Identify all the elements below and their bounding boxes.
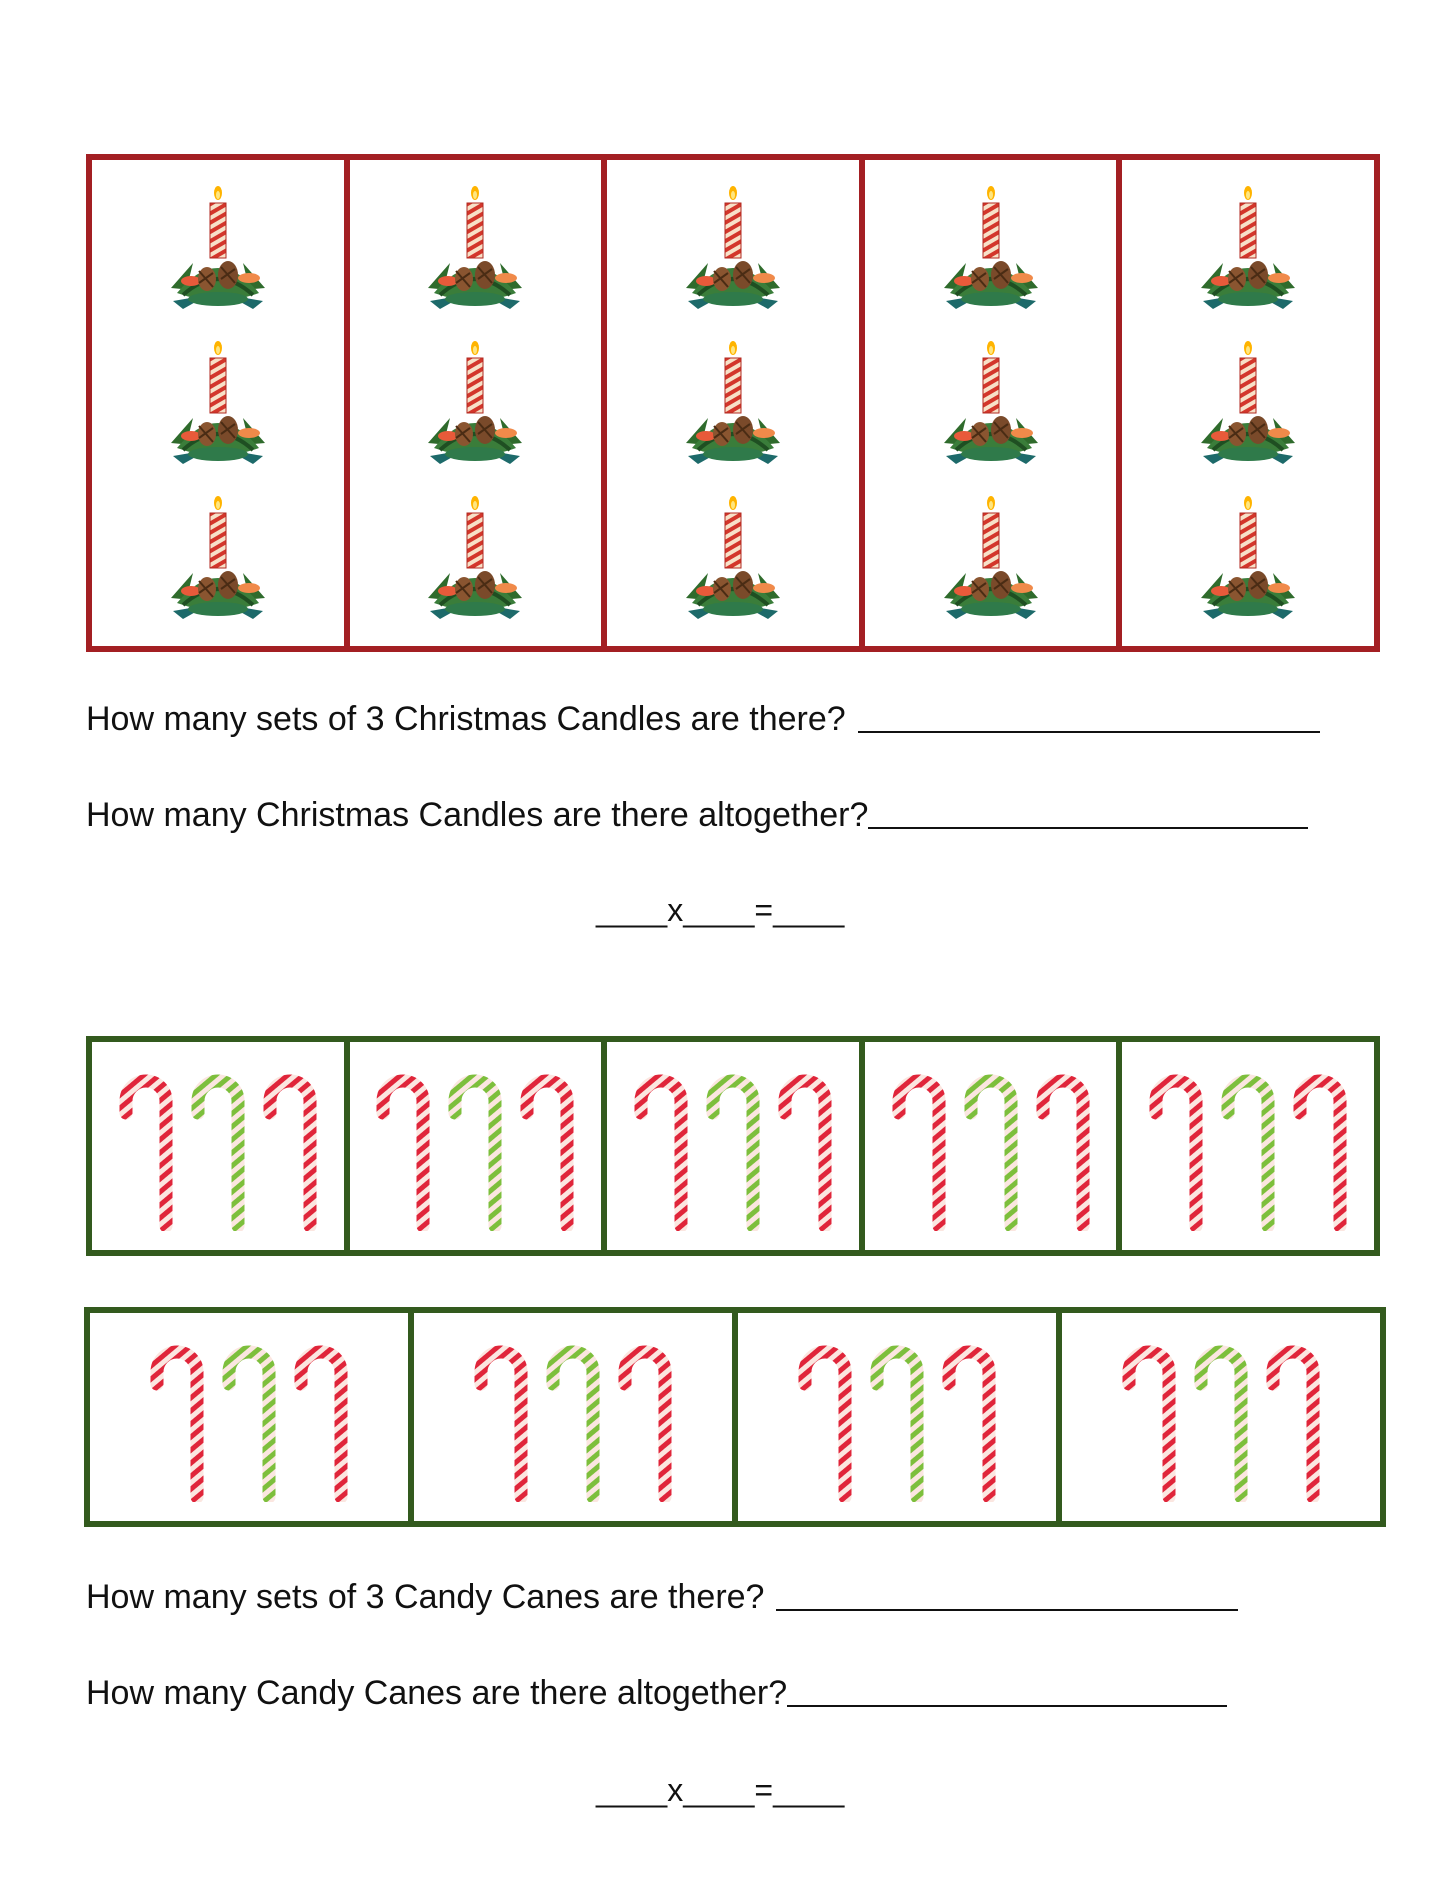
candy-cane-box [84,1307,414,1527]
candy-cane-group [607,1042,859,1250]
candy-cane-box [1056,1307,1386,1527]
candy-cane-group [865,1042,1117,1250]
question-cane-total-text: How many Candy Canes are there altogether? [86,1674,788,1712]
candle-box [859,154,1123,652]
question-candle-sets [86,700,1320,739]
christmas-candle-icon [936,183,1046,313]
candy-cane-icon [955,1061,1027,1231]
candy-cane-group [92,1042,344,1250]
candle-box [86,154,350,652]
candle-stack [350,160,602,646]
candy-cane-box [1116,1036,1380,1256]
candy-cane-icon [1257,1332,1329,1502]
question-candle-total [86,796,1308,835]
equation-canes[interactable]: ____x____=____ [596,1772,845,1808]
candy-cane-icon [609,1332,681,1502]
candy-cane-box [408,1307,738,1527]
answer-blank-cane-total[interactable] [787,1704,1227,1707]
candy-cane-box [859,1036,1123,1256]
candy-cane-icon [1284,1061,1356,1231]
candle-box [1116,154,1380,652]
candy-cane-icon [141,1332,213,1502]
candle-grid [86,154,1380,652]
christmas-candle-icon [936,493,1046,623]
christmas-candle-icon [163,493,273,623]
answer-blank-cane-sets[interactable] [776,1608,1238,1611]
christmas-candle-icon [420,493,530,623]
christmas-candle-icon [1193,338,1303,468]
candle-stack [92,160,344,646]
question-candle-sets-text: How many sets of 3 Christmas Candles are there? [86,700,846,738]
candy-cane-icon [933,1332,1005,1502]
candy-cane-group [1062,1313,1380,1521]
answer-blank-candle-sets[interactable] [858,730,1320,733]
candy-cane-icon [1212,1061,1284,1231]
answer-blank-candle-total[interactable] [868,826,1308,829]
candy-cane-icon [883,1061,955,1231]
candy-cane-icon [285,1332,357,1502]
christmas-candle-icon [420,338,530,468]
candy-cane-icon [254,1061,326,1231]
equation-candles[interactable]: ____x____=____ [596,892,845,928]
candy-cane-icon [789,1332,861,1502]
candy-cane-icon [439,1061,511,1231]
candy-cane-icon [511,1061,583,1231]
candy-cane-box [86,1036,350,1256]
christmas-candle-icon [163,183,273,313]
question-cane-sets-text: How many sets of 3 Candy Canes are there? [86,1578,765,1616]
candle-stack [865,160,1117,646]
christmas-candle-icon [420,183,530,313]
candle-box [344,154,608,652]
candy-cane-group [90,1313,408,1521]
candy-cane-group [414,1313,732,1521]
candy-cane-icon [697,1061,769,1231]
candle-stack [1122,160,1374,646]
candy-cane-icon [367,1061,439,1231]
candy-cane-icon [213,1332,285,1502]
christmas-candle-icon [1193,183,1303,313]
candy-cane-grid-row-1 [86,1036,1380,1256]
candy-cane-box [732,1307,1062,1527]
candle-stack [607,160,859,646]
candy-cane-icon [861,1332,933,1502]
candy-cane-icon [182,1061,254,1231]
question-candle-total-text: How many Christmas Candles are there altogether? [86,796,869,834]
question-cane-sets [86,1578,1238,1617]
candy-cane-icon [1027,1061,1099,1231]
candy-cane-group [1122,1042,1374,1250]
candy-cane-group [350,1042,602,1250]
candy-cane-group [738,1313,1056,1521]
candy-cane-icon [625,1061,697,1231]
candy-cane-grid-row-2 [84,1307,1386,1527]
christmas-candle-icon [678,338,788,468]
christmas-candle-icon [163,338,273,468]
candy-cane-box [601,1036,865,1256]
christmas-candle-icon [1193,493,1303,623]
question-cane-total [86,1674,1227,1713]
candle-box [601,154,865,652]
candy-cane-icon [465,1332,537,1502]
candy-cane-icon [537,1332,609,1502]
christmas-candle-icon [678,183,788,313]
christmas-candle-icon [678,493,788,623]
candy-cane-icon [1185,1332,1257,1502]
candy-cane-icon [110,1061,182,1231]
candy-cane-icon [1113,1332,1185,1502]
candy-cane-box [344,1036,608,1256]
candy-cane-icon [769,1061,841,1231]
candy-cane-icon [1140,1061,1212,1231]
christmas-candle-icon [936,338,1046,468]
